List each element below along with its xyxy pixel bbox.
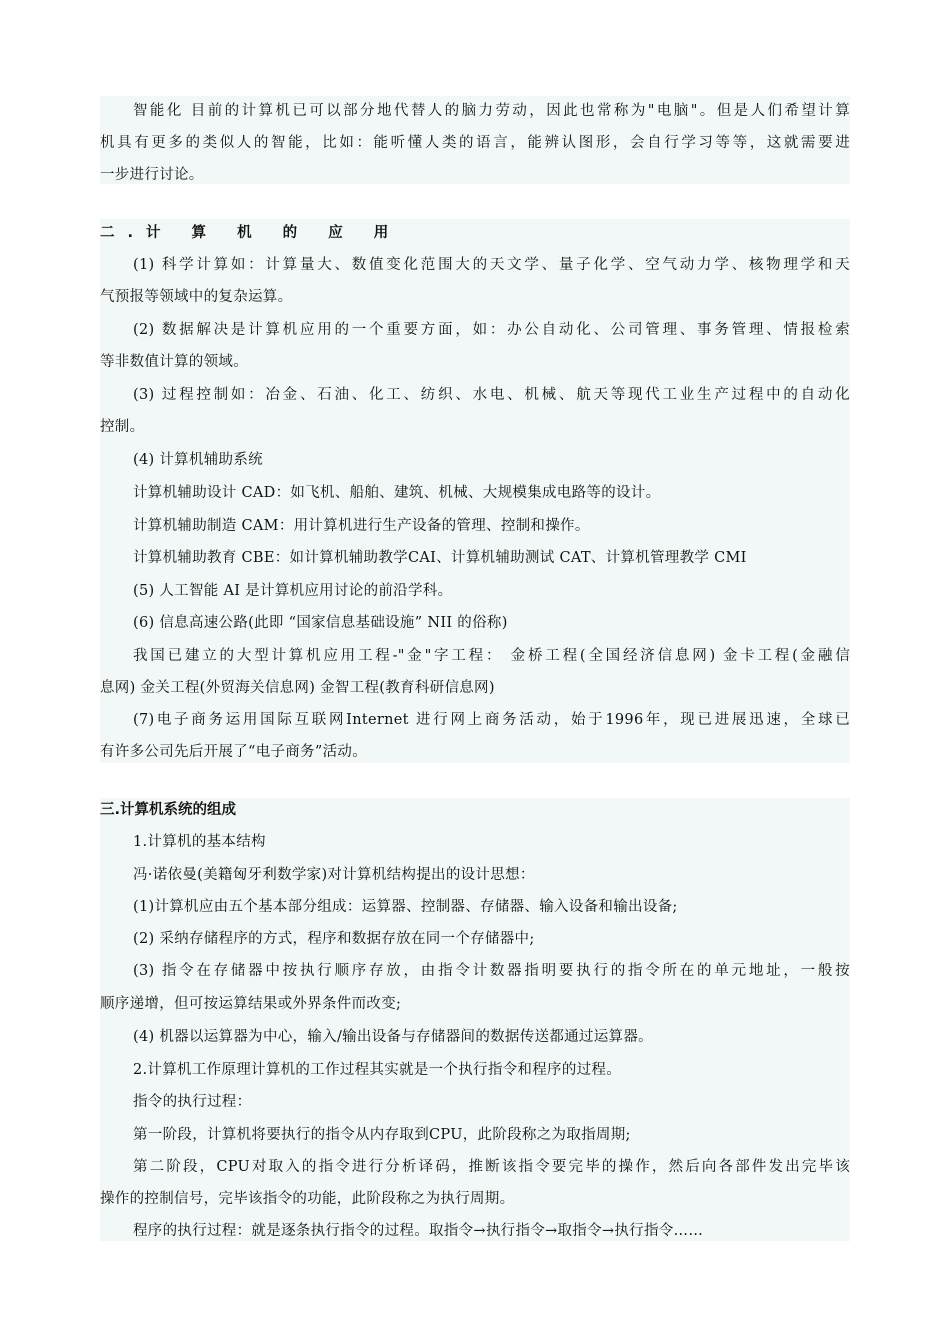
paragraph-line: (2) 数据解决是计算机应用的一个重要方面，如：办公自动化、公司管理、事务管理、情报检索 bbox=[133, 322, 850, 338]
paragraph-line: 计算机辅助制造 CAM：用计算机进行生产设备的管理、控制和操作。 bbox=[133, 518, 590, 534]
intro-line-2: 机具有更多的类似人的智能，比如：能听懂人类的语言，能辨认图形，会自行学习等等，这就需要进 bbox=[100, 135, 850, 151]
paragraph-line: 1.计算机的基本结构 bbox=[133, 834, 266, 850]
paragraph-line: 指令的执行过程： bbox=[133, 1094, 252, 1110]
paragraph-line: 第一阶段，计算机将要执行的指令从内存取到CPU，此阶段称之为取指周期; bbox=[133, 1127, 631, 1143]
paragraph-line: (4) 机器以运算器为中心，输入/输出设备与存储器间的数据传送都通过运算器。 bbox=[133, 1029, 653, 1045]
intro-line-3: 一步进行讨论。 bbox=[100, 167, 204, 183]
paragraph-line: 计算机辅助教育 CBE：如计算机辅助教学CAI、计算机辅助测试 CAT、计算机管理教学 CMI bbox=[133, 550, 747, 566]
paragraph-line: 息网) 金关工程(外贸海关信息网) 金智工程(教育科研信息网) bbox=[100, 680, 495, 696]
paragraph-line: 等非数值计算的领域。 bbox=[100, 354, 248, 370]
paragraph-line: (1)计算机应由五个基本部分组成：运算器、控制器、存储器、输入设备和输出设备; bbox=[133, 899, 678, 915]
paragraph-line: 有许多公司先后开展了“电子商务”活动。 bbox=[100, 744, 368, 760]
intro-section bbox=[100, 96, 850, 184]
section-heading: 二.计 算 机 的 应 用 bbox=[100, 225, 402, 241]
paragraph-line: (1) 科学计算如：计算量大、数值变化范围大的天文学、量子化学、空气动力学、核物理学和天 bbox=[133, 257, 850, 273]
paragraph-line: (2) 采纳存储程序的方式，程序和数据存放在同一个存储器中; bbox=[133, 931, 535, 947]
paragraph-line: 气预报等领域中的复杂运算。 bbox=[100, 289, 293, 305]
section-heading: 三.计算机系统的组成 bbox=[100, 802, 237, 818]
paragraph-line: 顺序递增，但可按运算结果或外界条件而改变; bbox=[100, 996, 402, 1012]
paragraph-line: 操作的控制信号，完毕该指令的功能，此阶段称之为执行周期。 bbox=[100, 1191, 515, 1207]
paragraph-line: (5) 人工智能 AI 是计算机应用讨论的前沿学科。 bbox=[133, 583, 453, 599]
paragraph-line: (7)电子商务运用国际互联网Internet 进行网上商务活动，始于1996年，现已进展迅速，全球已 bbox=[133, 712, 850, 728]
paragraph-line: 冯·诺依曼(美籍匈牙利数学家)对计算机结构提出的设计思想： bbox=[133, 867, 535, 883]
paragraph-line: (3) 过程控制如：冶金、石油、化工、纺织、水电、机械、航天等现代工业生产过程中的自动化 bbox=[133, 387, 850, 403]
paragraph-line: 计算机辅助设计 CAD：如飞机、船舶、建筑、机械、大规模集成电路等的设计。 bbox=[133, 485, 661, 501]
intro-line-1: 智能化 目前的计算机已可以部分地代替人的脑力劳动，因此也常称为"电脑"。但是人们希望计算 bbox=[133, 103, 850, 119]
section-system-composition bbox=[100, 798, 850, 1241]
paragraph-line: (6) 信息高速公路(此即 “国家信息基础设施” NII 的俗称) bbox=[133, 615, 508, 631]
paragraph-line: 程序的执行过程：就是逐条执行指令的过程。取指令→执行指令→取指令→执行指令…… bbox=[133, 1223, 704, 1239]
paragraph-line: 控制。 bbox=[100, 419, 145, 435]
section-applications bbox=[100, 219, 850, 763]
paragraph-line: (4) 计算机辅助系统 bbox=[133, 452, 263, 468]
paragraph-line: 2.计算机工作原理计算机的工作过程其实就是一个执行指令和程序的过程。 bbox=[133, 1062, 622, 1078]
paragraph-line: 第二阶段，CPU对取入的指令进行分析译码，推断该指令要完毕的操作，然后向各部件发出完毕该 bbox=[133, 1159, 850, 1175]
paragraph-line: 我国已建立的大型计算机应用工程-"金"字工程： 金桥工程(全国经济信息网) 金卡工程(金融信 bbox=[133, 648, 850, 664]
paragraph-line: (3) 指令在存储器中按执行顺序存放，由指令计数器指明要执行的指令所在的单元地址，一般按 bbox=[133, 963, 850, 979]
